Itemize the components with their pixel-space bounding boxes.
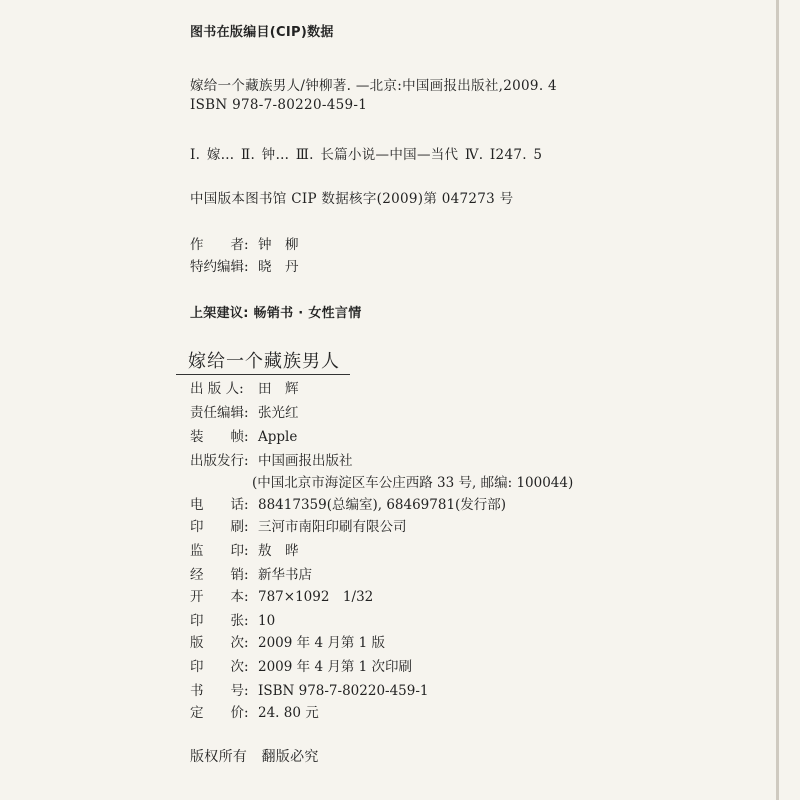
detail-value: 787×1092 1/32: [258, 589, 374, 605]
detail-value: Apple: [258, 429, 298, 445]
cip-line-1: 嫁给一个藏族男人/钟柳著. —北京:中国画报出版社,2009. 4: [190, 78, 557, 94]
detail-row: [190, 380, 299, 398]
detail-row: [190, 634, 385, 652]
detail-value: 2009 年 4 月第 1 次印刷: [258, 659, 412, 675]
detail-row: [190, 542, 299, 560]
title-underline: [176, 374, 350, 375]
detail-label: 印 张:: [190, 613, 249, 629]
shelving-suggestion: 上架建议: 畅销书 · 女性言情: [190, 306, 362, 321]
detail-label: 出版发行:: [190, 453, 249, 469]
detail-value: 新华书店: [258, 567, 312, 583]
detail-value: 10: [258, 613, 276, 629]
detail-label: 责任编辑:: [190, 405, 249, 421]
detail-label: 印 刷:: [190, 519, 249, 535]
cip-isbn: ISBN 978-7-80220-459-1: [190, 97, 368, 113]
detail-row: [190, 566, 312, 584]
detail-value: 三河市南阳印刷有限公司: [258, 519, 407, 535]
detail-label: 经 销:: [190, 567, 249, 583]
credit-author: [190, 236, 299, 254]
detail-row: [190, 682, 429, 700]
detail-label: 装 帧:: [190, 429, 249, 445]
credit-editor: [190, 258, 299, 276]
detail-label: 电 话:: [190, 497, 249, 513]
credit-value: 晓 丹: [258, 259, 299, 275]
detail-label: 监 印:: [190, 543, 249, 559]
detail-value: 张光红: [258, 405, 299, 421]
cip-record-number: 中国版本图书馆 CIP 数据核字(2009)第 047273 号: [190, 191, 514, 207]
detail-row: [190, 588, 373, 606]
detail-value: 2009 年 4 月第 1 版: [258, 635, 385, 651]
detail-label: 定 价:: [190, 705, 249, 721]
detail-row: [190, 518, 407, 536]
detail-value: 敖 晔: [258, 543, 299, 559]
page-edge: [776, 0, 779, 800]
detail-label: 出 版 人:: [190, 381, 244, 397]
book-title: 嫁给一个藏族男人: [188, 351, 340, 372]
detail-value: ISBN 978-7-80220-459-1: [258, 683, 429, 699]
cip-classification: Ⅰ. 嫁… Ⅱ. 钟… Ⅲ. 长篇小说—中国—当代 Ⅳ. I247. 5: [190, 147, 543, 163]
detail-value: 中国画报出版社: [258, 453, 353, 469]
credit-label: 作 者:: [190, 237, 249, 253]
detail-label: 印 次:: [190, 659, 249, 675]
cip-heading: 图书在版编目(CIP)数据: [190, 25, 334, 40]
credit-value: 钟 柳: [258, 237, 299, 253]
detail-row: [190, 612, 275, 630]
detail-row: [190, 658, 412, 676]
detail-row: [190, 404, 299, 422]
detail-value: 88417359(总编室), 68469781(发行部): [258, 497, 507, 513]
copyright-notice: 版权所有 翻版必究: [190, 749, 319, 765]
detail-value: 24. 80 元: [258, 705, 319, 721]
detail-label: 书 号:: [190, 683, 249, 699]
detail-label: 开 本:: [190, 589, 249, 605]
detail-row: [190, 428, 297, 446]
detail-row: [190, 452, 353, 470]
detail-address: [252, 474, 573, 492]
detail-row: [190, 496, 506, 514]
detail-value: (中国北京市海淀区车公庄西路 33 号, 邮编: 100044): [252, 475, 574, 491]
detail-label: 版 次:: [190, 635, 249, 651]
detail-row: [190, 704, 319, 722]
detail-value: 田 辉: [258, 381, 299, 397]
credit-label: 特约编辑:: [190, 259, 249, 275]
